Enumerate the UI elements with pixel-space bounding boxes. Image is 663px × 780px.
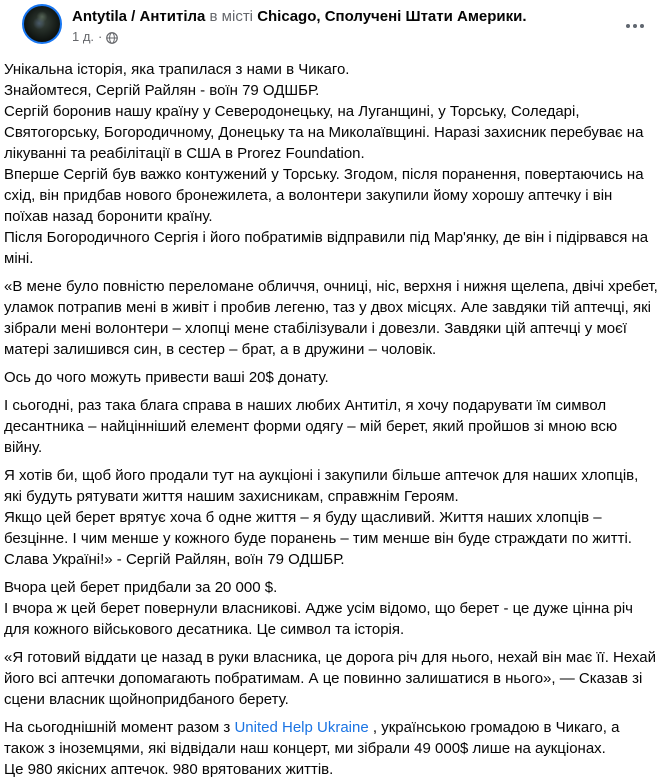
post-paragraph: Після Богородичного Сергія і його побратимів відправили під Мар'янку, де він і підірвався на міні. [4,229,649,267]
post-paragraph: Це 980 якісних аптечок. 980 врятованих життів. [4,761,334,778]
ellipsis-icon [625,17,645,32]
united-help-ukraine-link[interactable]: United Help Ukraine [234,719,369,736]
meta-separator: · [98,29,103,44]
post-paragraph: Вчора цей берет придбали за 20 000 $. [4,579,278,596]
post-paragraph: Якщо цей берет врятує хоча б одне життя – я буду щасливий. Життя наших хлопців – безцінне. І чим менше у кожного буде поранень – тим менше він буде страждати по житті. Слава Україні!» - Сергій Райлян, воїн 79 ОДШБР. [4,509,632,568]
page-name-link[interactable]: Antytila / Антитіла [72,8,206,25]
post-paragraph: Ось до чого можуть привести ваші 20$ донату. [4,369,329,386]
post-paragraph: І сьогодні, раз така блага справа в наших любих Антитіл, я хочу подарувати їм символ десантника – найцінніший елемент форми одягу – мій берет, який пройшов зі мною всю війну. [4,397,618,456]
post-body [0,45,663,780]
link-paragraph-after: , українською громадою в Чикаго, а також з іноземцями, які відвідали наш концерт, ми зібрали 49 000$ лише на аукціонах. [4,719,620,757]
post-paragraph: Знайомтеся, Сергій Райлян - воїн 79 ОДШБР. [4,82,320,99]
post-meta-row [72,28,615,45]
page-avatar[interactable] [22,4,62,44]
post-paragraph: Унікальна історія, яка трапилася з нами в Чикаго. [4,61,350,78]
post-paragraph: Вперше Сергій був важко контужений у Торську. Згодом, після поранення, повертаючись на схід, він придбав нового бронежилета, а волонтери закупили йому хорошу аптечку і він поїхав назад боронити країну. [4,166,644,225]
post-paragraph-with-link [4,717,658,759]
globe-icon [106,31,118,43]
post-timestamp[interactable]: 1 д. [72,29,95,44]
post-header-text [72,4,615,45]
link-paragraph-before: На сьогоднішній момент разом з [4,719,235,736]
post-paragraph: «В мене було повністю переломане обличчя, очниці, ніс, верхня і нижня щелепа, двічі хребет, уламок потрапив мені в живіт і пробив легеню, таз у двох місцях. Але завдяки тій аптечці, які зібрали мені волонтери – хлопці мене стабілізували і довезли. Завдяки цій аптечці у моєї матері залишився син, в сестер – брат, а в дружини – чоловік. [4,278,658,358]
post-paragraph: І вчора ж цей берет повернули власникові. Адже усім відомо, що берет - це дуже цінна річ для кожного військового десатника. Це символ та історія. [4,600,633,638]
post-paragraph: Сергій боронив нашу країну у Северодонецьку, на Луганщині, у Торську, Соледарі, Святогорську, Богородичному, Донецьку та на Миколаївщині. Наразі захисник перебуває на лікуванні та реабілітації в США в Prorez Foundation. [4,103,644,162]
location-connector: в місті [209,8,254,25]
post-options-button[interactable] [621,12,649,36]
post-paragraph: «Я готовий віддати це назад в руки власника, це дорога річ для нього, нехай він має її. Нехай його всі аптечки допомагають побратимам. А це повинно залишатися в нього», — Сказав зі сцени власник щойнопридбаного берету. [4,649,656,708]
post-header [0,0,663,45]
post-title-line [72,4,615,27]
post-paragraph: Я хотів би, щоб його продали тут на аукціоні і закупили більше аптечок для наших хлопців, які будуть рятувати життя нашим захисникам, справжнім Героям. [4,467,639,505]
location-link[interactable]: Chicago, Сполучені Штати Америки. [257,8,527,25]
